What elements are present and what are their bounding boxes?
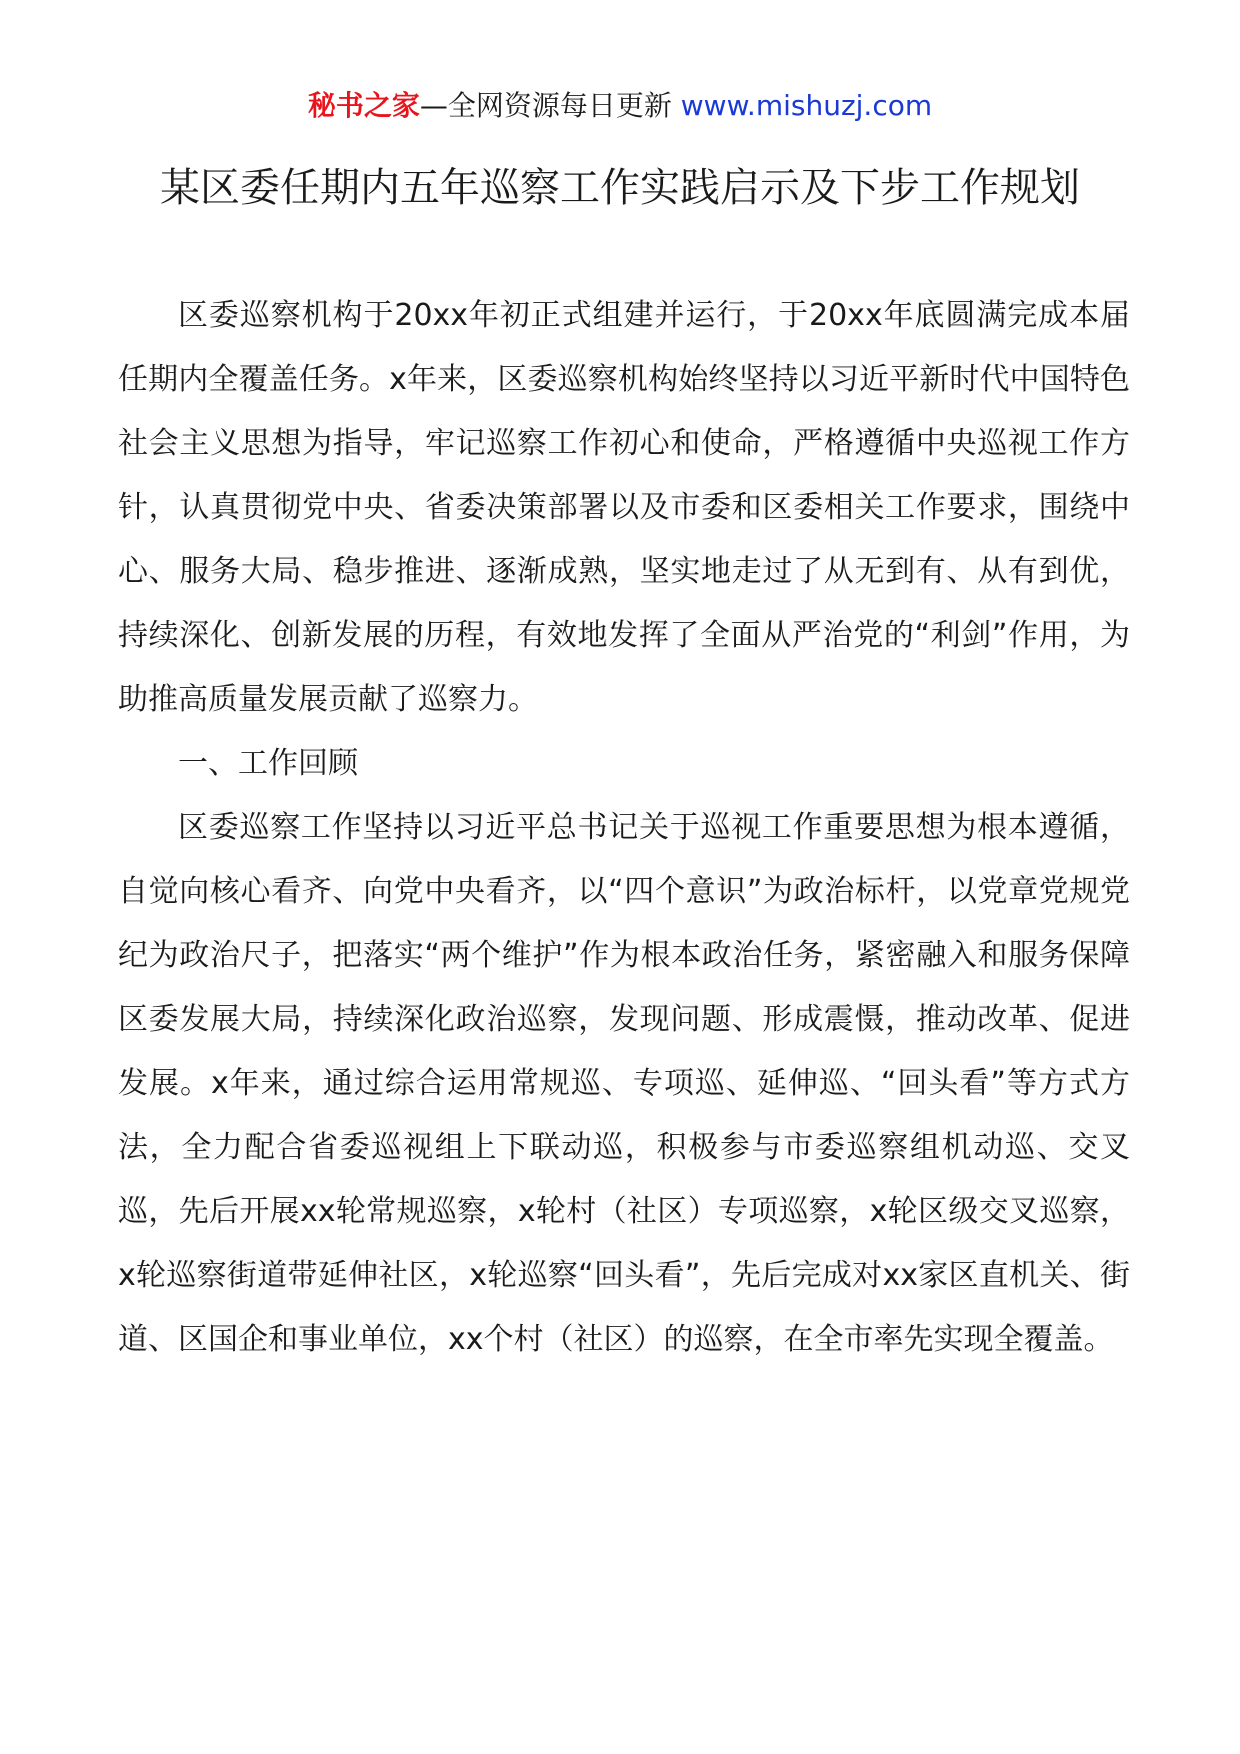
brand-name: 秘书之家 (307, 89, 420, 122)
document-body (118, 284, 1130, 1372)
site-url-link[interactable]: www.mishuzj.com (680, 89, 933, 122)
site-header (0, 86, 1240, 126)
header-tagline: —全网资源每日更新 (419, 89, 681, 122)
intro-paragraph: 区委巡察机构于20xx年初正式组建并运行，于20xx年底圆满完成本届任期内全覆盖任务。x年来，区委巡察机构始终坚持以习近平新时代中国特色社会主义思想为指导，牢记巡察工作初心和使命，严格遵循中央巡视工作方针，认真贯彻党中央、省委决策部署以及市委和区委相关工作要求，围绕中心、服务大局、稳步推进、逐渐成熟，坚实地走过了从无到有、从有到优，持续深化、创新发展的历程，有效地发挥了全面从严治党的“利剑”作用，为助推高质量发展贡献了巡察力。 (118, 298, 1130, 717)
section-heading-work-review: 一、工作回顾 (178, 746, 358, 781)
document-title: 某区委任期内五年巡察工作实践启示及下步工作规划 (160, 165, 1080, 211)
work-review-paragraph: 区委巡察工作坚持以习近平总书记关于巡视工作重要思想为根本遵循，自觉向核心看齐、向党中央看齐，以“四个意识”为政治标杆，以党章党规党纪为政治尺子，把落实“两个维护”作为根本政治任务，紧密融入和服务保障区委发展大局，持续深化政治巡察，发现问题、形成震慑，推动改革、促进发展。x年来，通过综合运用常规巡、专项巡、延伸巡、“回头看”等方式方法，全力配合省委巡视组上下联动巡，积极参与市委巡察组机动巡、交叉巡，先后开展xx轮常规巡察，x轮村（社区）专项巡察，x轮区级交叉巡察，x轮巡察街道带延伸社区，x轮巡察“回头看”，先后完成对xx家区直机关、街道、区国企和事业单位，xx个村（社区）的巡察，在全市率先实现全覆盖。 (118, 810, 1130, 1357)
